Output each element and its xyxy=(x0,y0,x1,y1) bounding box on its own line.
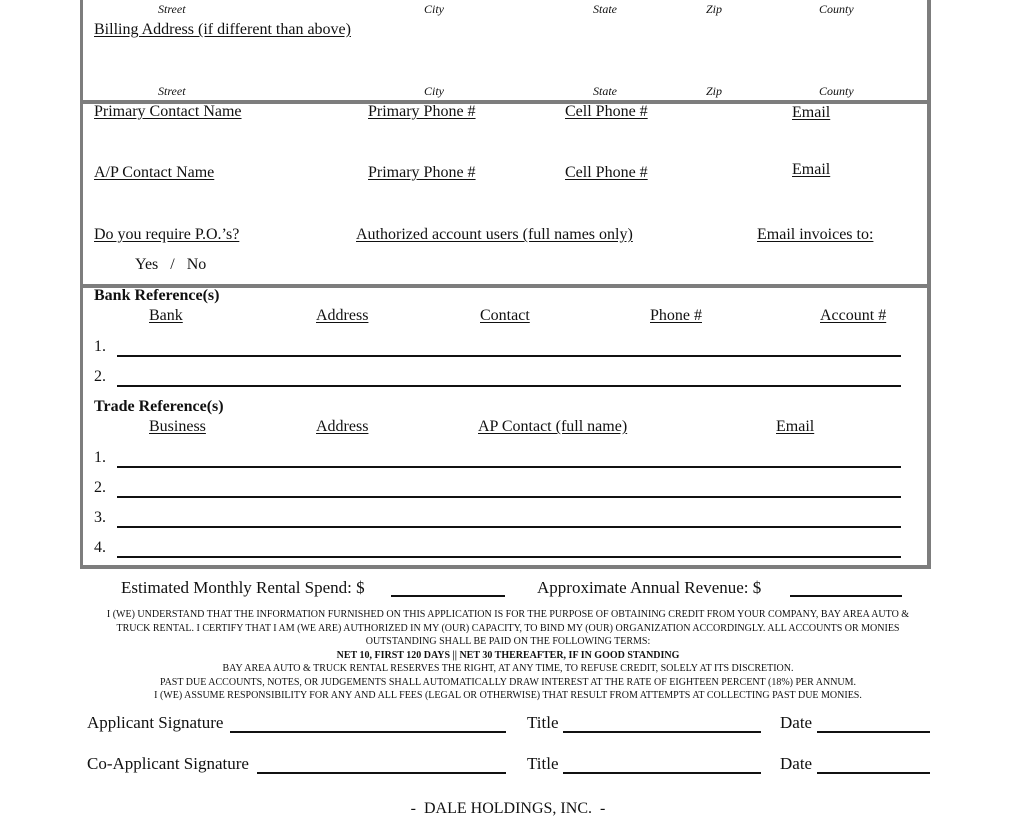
trade-row-line[interactable] xyxy=(117,526,901,528)
trade-row-line[interactable] xyxy=(117,466,901,468)
trade-row-number: 2. xyxy=(94,479,106,496)
authorized-users-label: Authorized account users (full names only) xyxy=(356,226,633,243)
monthly-rental-label: Estimated Monthly Rental Spend: $ xyxy=(121,578,365,597)
trade-row-number: 3. xyxy=(94,509,106,526)
bank-row-number: 2. xyxy=(94,368,106,385)
date-label: Date xyxy=(780,754,813,773)
date-label: Date xyxy=(780,713,813,732)
trade-col-email: Email xyxy=(776,418,815,435)
email-invoices-label: Email invoices to: xyxy=(757,226,874,243)
sub-state: State xyxy=(593,84,617,98)
sub-zip: Zip xyxy=(706,2,723,16)
trade-col-ap-contact: AP Contact (full name) xyxy=(478,418,628,435)
primary-contact-label: Primary Contact Name xyxy=(94,103,242,120)
co-applicant-signature-line[interactable] xyxy=(257,772,506,774)
ap-contact-label: A/P Contact Name xyxy=(94,164,215,181)
title-label: Title xyxy=(527,713,559,732)
ap-primary-phone-label: Primary Phone # xyxy=(368,164,476,181)
yes-no-options[interactable]: Yes / No xyxy=(135,256,207,273)
terms-line: TRUCK RENTAL. I CERTIFY THAT I AM (WE ARE) AUTHORIZED IN MY (OUR) CAPACITY, TO BIND MY (OUR) ORGANIZATION ACCORDINGLY. ALL ACCOUNTS OR MONIES xyxy=(116,623,900,634)
bank-col-address: Address xyxy=(316,307,369,324)
cell-phone-label: Cell Phone # xyxy=(565,103,648,120)
title-label: Title xyxy=(527,754,559,773)
trade-col-business: Business xyxy=(149,418,206,435)
sub-county: County xyxy=(819,2,854,16)
co-applicant-signature-label: Co-Applicant Signature xyxy=(87,754,249,773)
terms-line: I (WE) UNDERSTAND THAT THE INFORMATION FURNISHED ON THIS APPLICATION IS FOR THE PURPOSE OF OBTAINING CREDIT FROM YOUR COMPANY, BAY AREA AUTO & xyxy=(106,609,910,620)
company-footer: - DALE HOLDINGS, INC. - xyxy=(410,800,606,817)
sub-county: County xyxy=(819,84,854,98)
applicant-signature-label: Applicant Signature xyxy=(87,713,224,732)
sub-state: State xyxy=(593,2,617,16)
bank-row-number: 1. xyxy=(94,338,106,355)
monthly-rental-line[interactable] xyxy=(391,595,505,597)
trade-row-number: 1. xyxy=(94,449,106,466)
sub-street: Street xyxy=(158,84,186,98)
applicant-signature-line[interactable] xyxy=(230,731,506,733)
sub-city: City xyxy=(424,2,444,16)
terms-line: BAY AREA AUTO & TRUCK RENTAL RESERVES THE RIGHT, AT ANY TIME, TO REFUSE CREDIT, SOLELY AT ITS DISCRETION. xyxy=(222,663,794,674)
bank-row-line[interactable] xyxy=(117,355,901,357)
bank-col-contact: Contact xyxy=(480,307,530,324)
annual-revenue-line[interactable] xyxy=(790,595,902,597)
frame-bottom-border xyxy=(80,565,931,569)
sub-city: City xyxy=(424,84,444,98)
terms-line: OUTSTANDING SHALL BE PAID ON THE FOLLOWING TERMS: xyxy=(365,636,651,647)
ap-cell-phone-label: Cell Phone # xyxy=(565,164,648,181)
bank-row-line[interactable] xyxy=(117,385,901,387)
sub-street: Street xyxy=(158,2,186,16)
terms-line: PAST DUE ACCOUNTS, NOTES, OR JUDGEMENTS SHALL AUTOMATICALLY DRAW INTEREST AT THE RATE OF EIGHTEEN PERCENT (18%) PER ANNUM. xyxy=(159,677,857,688)
billing-address-label: Billing Address (if different than above) xyxy=(94,21,351,38)
bank-references-heading: Bank Reference(s) xyxy=(94,287,220,304)
title-line[interactable] xyxy=(563,731,761,733)
trade-references-heading: Trade Reference(s) xyxy=(94,398,224,415)
po-question-label: Do you require P.O.’s? xyxy=(94,226,240,243)
email-label: Email xyxy=(792,104,831,121)
date-line[interactable] xyxy=(817,731,930,733)
payment-terms: NET 10, FIRST 120 DAYS || NET 30 THEREAFTER, IF IN GOOD STANDING xyxy=(336,650,680,661)
sub-zip: Zip xyxy=(706,84,723,98)
bank-col-phone: Phone # xyxy=(650,307,702,324)
bank-col-account: Account # xyxy=(820,307,887,324)
trade-row-number: 4. xyxy=(94,539,106,556)
date-line[interactable] xyxy=(817,772,930,774)
trade-col-address: Address xyxy=(316,418,369,435)
title-line[interactable] xyxy=(563,772,761,774)
trade-row-line[interactable] xyxy=(117,496,901,498)
ap-email-label: Email xyxy=(792,161,831,178)
bank-col-bank: Bank xyxy=(149,307,183,324)
trade-row-line[interactable] xyxy=(117,556,901,558)
terms-line: I (WE) ASSUME RESPONSIBILITY FOR ANY AND ALL FEES (LEGAL OR OTHERWISE) THAT RESULT FROM ATTEMPTS AT COLLECTING PAST DUE MONIES. xyxy=(154,690,862,701)
primary-phone-label: Primary Phone # xyxy=(368,103,476,120)
annual-revenue-label: Approximate Annual Revenue: $ xyxy=(537,578,762,597)
